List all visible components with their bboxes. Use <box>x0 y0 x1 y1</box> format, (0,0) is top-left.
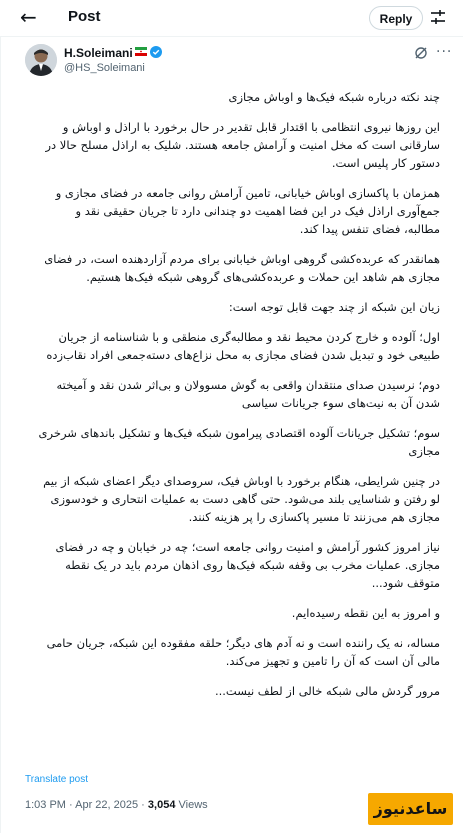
author-handle[interactable]: @HS_Soleimani <box>64 62 145 74</box>
verified-badge-icon <box>150 46 162 58</box>
back-arrow-icon[interactable]: ← <box>20 5 37 29</box>
sliders-icon[interactable] <box>428 7 448 27</box>
avatar[interactable] <box>25 44 57 76</box>
post-paragraph: دوم؛ نرسیدن صدای منتقدان واقعی به گوش مسوولان و بی‌اثر شدن نقد و آمیخته شدن آن به نیت‌های سوء جریانات سیاسی <box>56 378 440 410</box>
post-paragraph: زیان این شبکه از چند جهت قابل توجه است: <box>228 300 440 314</box>
post-paragraph: چند نکته درباره شبکه فیک‌ها و اوباش مجازی <box>228 90 440 104</box>
post-paragraph: این روزها نیروی انتظامی با اقتدار قابل تقدیر در حال برخورد با اراذل و اوباش و سارقانی است که مخل امنیت و آرامش جامعه هستند. شلیک به اراذل مسلح حالا در دستور کار پلیس است. <box>45 120 440 170</box>
post-paragraph: همانقدر که عربده‌کشی گروهی اوباش خیابانی برای مردم آزاردهنده است، در فضای مجازی هم شاهد این حملات و عربده‌کشی‌های گروهی شبکه فیک‌ها هستیم. <box>44 252 440 284</box>
post-paragraph: مرور گردش مالی شبکه خالی از لطف نیست... <box>214 684 440 698</box>
post-paragraph: مساله، نه یک راننده است و نه آدم های دیگر؛ حلقه مفقوده این شبکه، جریان حامی مالی آن است که آن را تامین و تجهیز می‌کند. <box>46 636 440 668</box>
post-paragraph: سوم؛ تشکیل جریانات آلوده اقتصادی پیرامون شبکه فیک‌ها و تشکیل باندهای شرخری مجازی <box>38 426 440 458</box>
grok-icon[interactable] <box>414 46 428 60</box>
post-paragraph: اول؛ آلوده و خارج کردن محیط نقد و مطالبه‌گری منطقی و با شناسنامه از جریان طبیعی خود و تبدیل شدن فضای مجازی به محل نزاع‌های دسته‌جمعی افراد نقاب‌زده <box>46 330 440 362</box>
post-timestamp[interactable]: 1:03 PM · Apr 22, 2025 · <box>25 799 148 811</box>
post-paragraph: همزمان با پاکسازی اوباش خیابانی، تامین آرامش روانی جامعه در فضای مجازی و جمع‌آوری اراذل فیک در این فضا اهمیت دو چندانی دارد تا جریان حقیقی نقد و مطالبه، فضای تنفس پیدا کند. <box>55 186 440 236</box>
post-paragraph: در چنین شرایطی، هنگام برخورد با اوباش فیک، سروصدای دیگر اعضای شبکه از بیم لو رفتن و شناسایی بلند می‌شود. حتی گاهی دست به عملیات انتحاری و خودسوزی مجازی هم می‌زنند تا مسیر پاکسازی را پر هزینه کنند. <box>43 474 440 524</box>
author-name[interactable]: H.Soleimani <box>64 46 133 60</box>
top-bar <box>0 0 463 36</box>
translate-post-link[interactable]: Translate post <box>25 774 88 785</box>
column-border <box>0 37 1 833</box>
more-options-icon[interactable]: ··· <box>436 44 453 60</box>
page-title: Post <box>68 8 101 25</box>
post-paragraph: و امروز به این نقطه رسیده‌ایم. <box>291 606 440 620</box>
views-label: Views <box>175 799 208 811</box>
avatar-portrait-icon <box>25 44 57 76</box>
header-divider <box>0 36 463 37</box>
watermark-logo: ساعدنیوز <box>368 793 453 825</box>
post-meta <box>25 799 208 811</box>
views-count: 3,054 <box>147 799 176 811</box>
reply-button[interactable]: Reply <box>369 6 423 30</box>
post-paragraph: نیاز امروز کشور آرامش و امنیت روانی جامعه است؛ چه در خیابان و چه در فضای مجازی. عملیات مخرب بی وقفه شبکه فیک‌ها روی اذهان مردم باید در یک نقطه متوقف شود... <box>55 540 440 590</box>
post-body <box>22 88 440 712</box>
iran-flag-icon <box>135 47 147 56</box>
